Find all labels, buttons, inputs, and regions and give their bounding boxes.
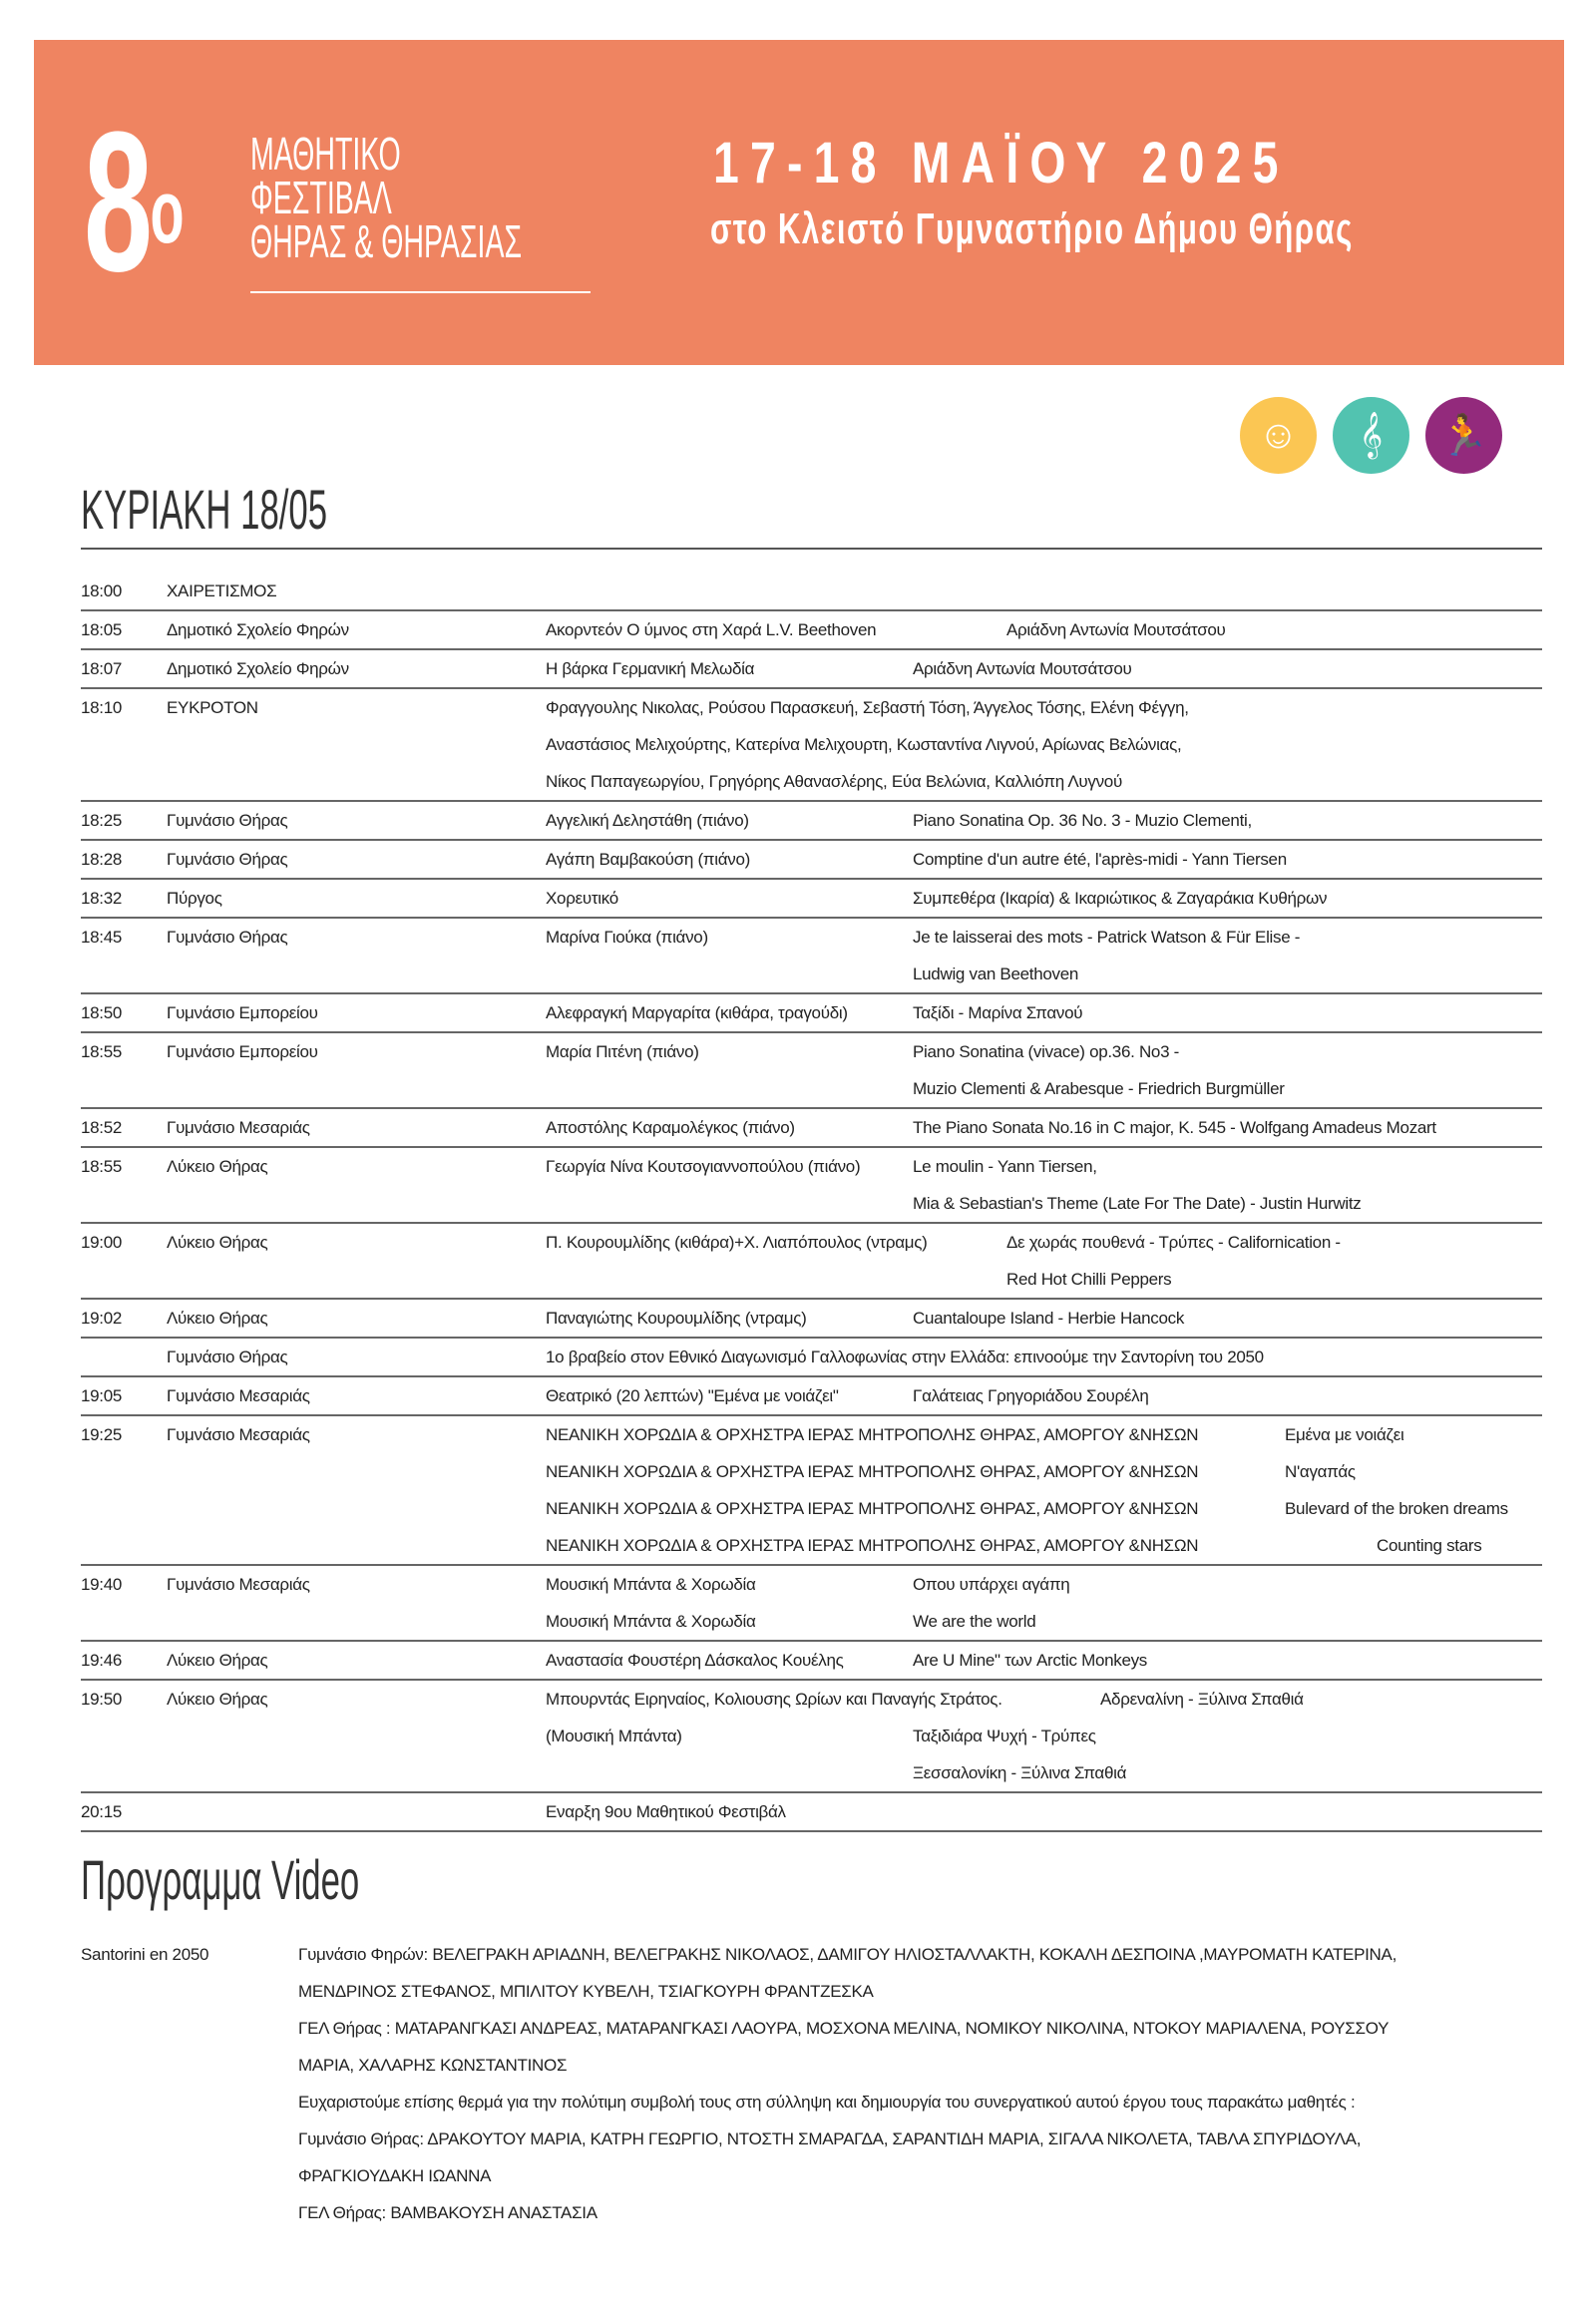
- school-cell: Λύκειο Θήρας: [167, 1690, 268, 1709]
- performer-cell: Αποστόλης Καραμολέγκος (πιάνο): [546, 1118, 795, 1137]
- piece-cell: Are U Mine" των Arctic Monkeys: [913, 1651, 1148, 1670]
- piece-cell: Piano Sonatina Op. 36 No. 3 - Muzio Clementi,: [913, 811, 1252, 830]
- table-row-line: [81, 880, 1542, 917]
- table-row: [81, 1148, 1542, 1224]
- piece-cell: Αδρεναλίνη - Ξύλινα Σπαθιά: [1100, 1690, 1304, 1709]
- piece-cell: We are the world: [913, 1612, 1036, 1631]
- time-cell: 18:32: [81, 889, 123, 908]
- table-row-line: [81, 1033, 1542, 1070]
- table-row-line: [81, 1453, 1542, 1490]
- piece-cell: Piano Sonatina (vivace) op.36. No3 -: [913, 1042, 1180, 1061]
- time-cell: 18:52: [81, 1118, 123, 1137]
- performer-cell: Εναρξη 9ου Μαθητικού Φεστιβάλ: [546, 1802, 786, 1821]
- performer-cell: Μαρίνα Γιούκα (πιάνο): [546, 928, 708, 947]
- table-row-line: [81, 1566, 1542, 1603]
- performer-cell: ΝΕΑΝΙΚΗ ΧΟΡΩΔΙΑ & ΟΡΧΗΣΤΡΑ ΙΕΡΑΣ ΜΗΤΡΟΠΟΛΗΣ ΘΗΡΑΣ, ΑΜΟΡΓΟΥ &ΝΗΣΩΝ: [546, 1536, 1199, 1555]
- table-row: [81, 689, 1542, 802]
- piece-cell: Συμπεθέρα (Ικαρία) & Ικαριώτικος & Ζαγαράκια Κυθήρων: [913, 889, 1328, 908]
- table-row-line: [81, 919, 1542, 956]
- piece-cell: Je te laisserai des mots - Patrick Watson & Für Elise -: [913, 928, 1301, 947]
- time-cell: 18:10: [81, 698, 123, 717]
- piece-cell: Ξεσσαλονίκη - Ξύλινα Σπαθιά: [913, 1763, 1127, 1782]
- video-credit-line: Γυμνάσιο Φηρών: ΒΕΛΕΓΡΑΚΗ ΑΡΙΑΔΝΗ, ΒΕΛΕΓΡΑΚΗΣ ΝΙΚΟΛΑΟΣ, ΔΑΜΙΓΟΥ ΗΛΙΟΣΤΑΛΛΑΚΤΗ, ΚΟΚΑΛΗ ΔΕΣΠΟΙΝΑ ,ΜΑΥΡΟΜΑΤΗ ΚΑΤΕΡΙΝΑ,: [298, 1945, 1396, 1964]
- performer-cell: Χορευτικό: [546, 889, 618, 908]
- table-row-line: [81, 1603, 1542, 1640]
- piece-cell: Ludwig van Beethoven: [913, 965, 1079, 983]
- performer-cell: ΝΕΑΝΙΚΗ ΧΟΡΩΔΙΑ & ΟΡΧΗΣΤΡΑ ΙΕΡΑΣ ΜΗΤΡΟΠΟΛΗΣ ΘΗΡΑΣ, ΑΜΟΡΓΟΥ &ΝΗΣΩΝ: [546, 1499, 1199, 1518]
- table-row: [81, 1566, 1542, 1642]
- table-row-line: [81, 611, 1542, 648]
- table-row: [81, 1109, 1542, 1148]
- schedule-table: [81, 573, 1542, 1832]
- table-row-line: [81, 841, 1542, 878]
- table-row: [81, 650, 1542, 689]
- table-row: [81, 994, 1542, 1033]
- school-cell: Γυμνάσιο Θήρας: [167, 811, 288, 830]
- table-row-line: [81, 1681, 1542, 1718]
- table-row-line: [81, 1339, 1542, 1375]
- performer-cell: Αναστασία Φουστέρη Δάσκαλος Κουέλης: [546, 1651, 844, 1670]
- piece-cell: Αριάδνη Αντωνία Μουτσάτσου: [1006, 620, 1226, 639]
- school-cell: Λύκειο Θήρας: [167, 1651, 268, 1670]
- school-cell: Γυμνάσιο Θήρας: [167, 1348, 288, 1366]
- piece-cell: Bulevard of the broken dreams: [1285, 1499, 1508, 1518]
- school-cell: Γυμνάσιο Μεσαριάς: [167, 1575, 310, 1594]
- treble-clef-icon: 𝄞: [1333, 397, 1409, 474]
- performer-cell: Αγάπη Βαμβακούση (πιάνο): [546, 850, 750, 869]
- piece-cell: Red Hot Chilli Peppers: [1006, 1270, 1172, 1289]
- time-cell: 18:28: [81, 850, 123, 869]
- table-row-line: [81, 1300, 1542, 1337]
- day-title: ΚΥΡΙΑΚΗ 18/05: [81, 478, 328, 541]
- table-row-line: [81, 1642, 1542, 1679]
- time-cell: 18:25: [81, 811, 123, 830]
- video-title-label: Santorini en 2050: [81, 1945, 209, 1964]
- school-cell: Πύργος: [167, 889, 222, 908]
- table-row-line: [81, 1109, 1542, 1146]
- school-cell: Λύκειο Θήρας: [167, 1309, 268, 1328]
- festival-name: ΜΑΘΗΤΙΚΟ ΦΕΣΤΙΒΑΛ ΘΗΡΑΣ & ΘΗΡΑΣΙΑΣ: [250, 128, 523, 267]
- table-row-line: [81, 763, 1542, 800]
- table-row: [81, 1681, 1542, 1793]
- performer-cell: Ακορντεόν Ο ύμνος στη Χαρά L.V. Beethoven: [546, 620, 877, 639]
- piece-cell: Αριάδνη Αντωνία Μουτσάτσου: [913, 659, 1132, 678]
- piece-cell: Mia & Sebastian's Theme (Late For The Date) - Justin Hurwitz: [913, 1194, 1362, 1213]
- piece-cell: Ταξίδι - Μαρίνα Σπανού: [913, 1003, 1083, 1022]
- performer-cell: ΝΕΑΝΙΚΗ ΧΟΡΩΔΙΑ & ΟΡΧΗΣΤΡΑ ΙΕΡΑΣ ΜΗΤΡΟΠΟΛΗΣ ΘΗΡΑΣ, ΑΜΟΡΓΟΥ &ΝΗΣΩΝ: [546, 1462, 1199, 1481]
- table-row: [81, 1224, 1542, 1300]
- time-cell: 18:50: [81, 1003, 123, 1022]
- time-cell: 19:25: [81, 1425, 123, 1444]
- table-row-line: [81, 1793, 1542, 1830]
- school-cell: Γυμνάσιο Εμπορείου: [167, 1042, 318, 1061]
- table-row-line: [81, 1377, 1542, 1414]
- school-cell: ΧΑΙΡΕΤΙΣΜΟΣ: [167, 581, 277, 600]
- dancer-icon: 🏃: [1425, 397, 1502, 474]
- performer-cell: Μπουρντάς Ειρηναίος, Κολιουσης Ωρίων και Παναγής Στράτος.: [546, 1690, 1002, 1709]
- performer-cell: Παναγιώτης Κουρουμλίδης (ντραμς): [546, 1309, 807, 1328]
- table-row-line: [81, 802, 1542, 839]
- performer-cell: Φραγγουλης Νικολας, Ρούσου Παρασκευή, Σεβαστή Τόση, Άγγελος Τόσης, Ελένη Φέγγη,: [546, 698, 1189, 717]
- time-cell: 19:00: [81, 1233, 123, 1252]
- table-row: [81, 880, 1542, 919]
- piece-cell: Ν'αγαπάς: [1285, 1462, 1356, 1481]
- category-icons: [1240, 397, 1502, 474]
- piece-cell: Δε χωράς πουθενά - Τρύπες - Californication -: [1006, 1233, 1341, 1252]
- table-row: [81, 1377, 1542, 1416]
- table-row: [81, 1300, 1542, 1339]
- table-row-line: [81, 956, 1542, 992]
- school-cell: Γυμνάσιο Θήρας: [167, 850, 288, 869]
- table-row-line: [81, 1527, 1542, 1564]
- time-cell: 19:46: [81, 1651, 123, 1670]
- edition-number: $8^o$: [84, 91, 183, 313]
- time-cell: 20:15: [81, 1802, 123, 1821]
- performer-cell: Νίκος Παπαγεωργίου, Γρηγόρης Αθανασλέρης, Εύα Βελώνια, Καλλιόπη Λυγνού: [546, 772, 1122, 791]
- video-program-title: Προγραμμα Video: [81, 1848, 360, 1911]
- school-cell: Γυμνάσιο Εμπορείου: [167, 1003, 318, 1022]
- video-credit-line: Ευχαριστούμε επίσης θερμά για την πολύτιμη συμβολή τους στη σύλληψη και δημιουργία του συνεργατικού αυτού έργου τους παρακάτω μαθητές :: [298, 2093, 1356, 2112]
- table-row-line: [81, 1718, 1542, 1754]
- video-credit-line: Γυμνάσιο Θήρας: ΔΡΑΚΟΥΤΟΥ ΜΑΡΙΑ, ΚΑΤΡΗ ΓΕΩΡΓΙΟ, ΝΤΟΣΤΗ ΣΜΑΡΑΓΔΑ, ΣΑΡΑΝΤΙΔΗ ΜΑΡΙΑ, ΣΙΓΑΛΑ ΝΙΚΟΛΕΤΑ, ΤΑΒΛΑ ΣΠΥΡΙΔΟΥΛΑ,: [298, 2129, 1362, 2148]
- table-row-line: [81, 650, 1542, 687]
- video-credit-line: ΜΑΡΙΑ, ΧΑΛΑΡΗΣ ΚΩΝΣΤΑΝΤΙΝΟΣ: [298, 2056, 568, 2075]
- time-cell: 18:00: [81, 581, 123, 600]
- time-cell: 19:40: [81, 1575, 123, 1594]
- performer-cell: (Μουσική Μπάντα): [546, 1727, 682, 1745]
- school-cell: Λύκειο Θήρας: [167, 1233, 268, 1252]
- table-row-line: [81, 1261, 1542, 1298]
- video-credit-line: ΜΕΝΔΡΙΝΟΣ ΣΤΕΦΑΝΟΣ, ΜΠΙΛΙΤΟΥ ΚΥΒΕΛΗ, ΤΣΙΑΓΚΟΥΡΗ ΦΡΑΝΤΖΕΣΚΑ: [298, 1982, 874, 2001]
- table-row: [81, 611, 1542, 650]
- performer-cell: Π. Κουρουμλίδης (κιθάρα)+Χ. Λιαπόπουλος (ντραμς): [546, 1233, 928, 1252]
- table-row-line: [81, 689, 1542, 726]
- school-cell: Γυμνάσιο Μεσαριάς: [167, 1118, 310, 1137]
- time-cell: 19:05: [81, 1386, 123, 1405]
- table-row-line: [81, 1185, 1542, 1222]
- performer-cell: Η βάρκα Γερμανική Μελωδία: [546, 659, 755, 678]
- school-cell: Γυμνάσιο Μεσαριάς: [167, 1425, 310, 1444]
- festival-name-underline: [250, 291, 591, 293]
- time-cell: 18:05: [81, 620, 123, 639]
- piece-cell: Muzio Clementi & Arabesque - Friedrich Burgmüller: [913, 1079, 1285, 1098]
- time-cell: 18:55: [81, 1042, 123, 1061]
- piece-cell: Comptine d'un autre été, l'après-midi - Yann Tiersen: [913, 850, 1287, 869]
- piece-cell: Εμένα με νοιάζει: [1285, 1425, 1404, 1444]
- table-row-line: [81, 726, 1542, 763]
- performer-cell: Μουσική Μπάντα & Χορωδία: [546, 1612, 756, 1631]
- piece-cell: Le moulin - Yann Tiersen,: [913, 1157, 1097, 1176]
- table-row-line: [81, 573, 1542, 609]
- video-credit-line: ΦΡΑΓΚΙΟΥΔΑΚΗ ΙΩΑΝΝΑ: [298, 2166, 492, 2185]
- table-row: [81, 573, 1542, 611]
- table-row-line: [81, 1224, 1542, 1261]
- performer-cell: Αγγελική Δεληστάθη (πιάνο): [546, 811, 749, 830]
- performer-cell: Αλεφραγκή Μαργαρίτα (κιθάρα, τραγούδι): [546, 1003, 848, 1022]
- time-cell: 18:55: [81, 1157, 123, 1176]
- table-row-line: [81, 994, 1542, 1031]
- performer-cell: Γεωργία Νίνα Κουτσογιαννοπούλου (πιάνο): [546, 1157, 861, 1176]
- title-divider: [81, 548, 1542, 550]
- piece-cell: The Piano Sonata No.16 in C major, K. 545 - Wolfgang Amadeus Mozart: [913, 1118, 1436, 1137]
- table-row-line: [81, 1148, 1542, 1185]
- table-row-line: [81, 1070, 1542, 1107]
- table-row-line: [81, 1754, 1542, 1791]
- piece-cell: Γαλάτειας Γρηγοριάδου Σουρέλη: [913, 1386, 1149, 1405]
- piece-cell: Ταξιδιάρα Ψυχή - Τρύπες: [913, 1727, 1096, 1745]
- video-credit-line: ΓΕΛ Θήρας: ΒΑΜΒΑΚΟΥΣΗ ΑΝΑΣΤΑΣΙΑ: [298, 2203, 598, 2222]
- table-row: [81, 1793, 1542, 1832]
- school-cell: Δημοτικό Σχολείο Φηρών: [167, 659, 349, 678]
- time-cell: 18:07: [81, 659, 123, 678]
- table-row-line: [81, 1416, 1542, 1453]
- school-cell: Γυμνάσιο Μεσαριάς: [167, 1386, 310, 1405]
- performer-cell: Θεατρικό (20 λεπτών) "Εμένα με νοιάζει": [546, 1386, 839, 1405]
- performer-cell: Μουσική Μπάντα & Χορωδία: [546, 1575, 756, 1594]
- school-cell: ΕΥΚΡΟΤΟΝ: [167, 698, 258, 717]
- festival-venue: στο Κλειστό Γυμναστήριο Δήμου Θήρας: [710, 204, 1354, 253]
- time-cell: 19:02: [81, 1309, 123, 1328]
- table-row: [81, 919, 1542, 994]
- table-row: [81, 1033, 1542, 1109]
- school-cell: Λύκειο Θήρας: [167, 1157, 268, 1176]
- time-cell: 19:50: [81, 1690, 123, 1709]
- piece-cell: Cuantaloupe Island - Herbie Hancock: [913, 1309, 1185, 1328]
- school-cell: Δημοτικό Σχολείο Φηρών: [167, 620, 349, 639]
- piece-cell: Counting stars: [1377, 1536, 1482, 1555]
- festival-dates: 17-18 ΜΑΪΟΥ 2025: [713, 131, 1290, 195]
- table-row: [81, 841, 1542, 880]
- performer-cell: 1ο βραβείο στον Εθνικό Διαγωνισμό Γαλλοφωνίας στην Ελλάδα: επινοούμε την Σαντορίνη του 2050: [546, 1348, 1264, 1366]
- table-row: [81, 802, 1542, 841]
- performer-cell: Αναστάσιος Μελιχούρτης, Κατερίνα Μελιχουρτη, Κωσταντίνα Λιγνού, Αρίωνας Βελώνιας,: [546, 735, 1182, 754]
- table-row: [81, 1642, 1542, 1681]
- video-credit-line: ΓΕΛ Θήρας : ΜΑΤΑΡΑΝΓΚΑΣΙ ΑΝΔΡΕΑΣ, ΜΑΤΑΡΑΝΓΚΑΣΙ ΛΑΟΥΡΑ, ΜΟΣΧΟΝΑ ΜΕΛΙΝΑ, ΝΟΜΙΚΟΥ ΝΙΚΟΛΙΝΑ, ΝΤΟΚΟΥ ΜΑΡΙΑΛΕΝΑ, ΡΟΥΣΣΟΥ: [298, 2019, 1390, 2038]
- table-row: [81, 1339, 1542, 1377]
- school-cell: Γυμνάσιο Θήρας: [167, 928, 288, 947]
- time-cell: 18:45: [81, 928, 123, 947]
- piece-cell: Οπου υπάρχει αγάπη: [913, 1575, 1070, 1594]
- table-row-line: [81, 1490, 1542, 1527]
- table-row: [81, 1416, 1542, 1566]
- performer-cell: ΝΕΑΝΙΚΗ ΧΟΡΩΔΙΑ & ΟΡΧΗΣΤΡΑ ΙΕΡΑΣ ΜΗΤΡΟΠΟΛΗΣ ΘΗΡΑΣ, ΑΜΟΡΓΟΥ &ΝΗΣΩΝ: [546, 1425, 1199, 1444]
- festival-banner: [34, 40, 1564, 365]
- theater-masks-icon: ☺: [1240, 397, 1317, 474]
- performer-cell: Μαρία Πιτένη (πιάνο): [546, 1042, 699, 1061]
